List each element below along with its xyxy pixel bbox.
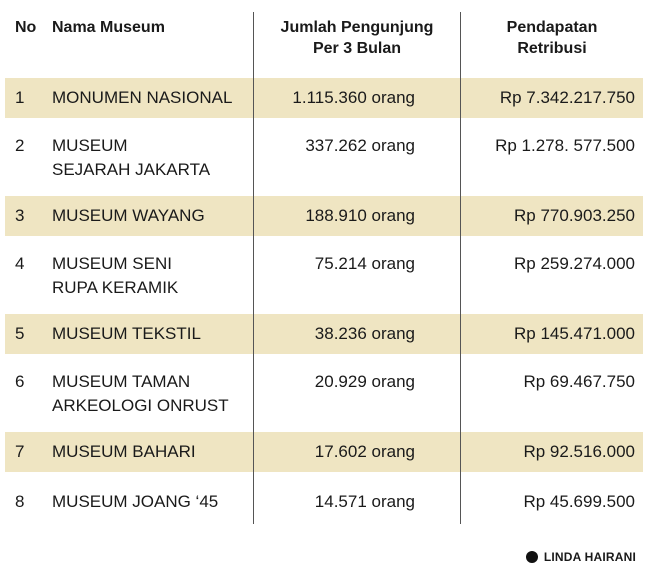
row-name-line1: MUSEUM BAHARI — [52, 442, 196, 461]
row-name — [52, 252, 252, 300]
row-no: 6 — [15, 372, 25, 391]
header-no: No — [15, 19, 37, 36]
column-divider — [460, 12, 461, 524]
table-header — [0, 0, 650, 76]
row-name — [52, 86, 252, 110]
row-name-line1: MUSEUM SENI — [52, 254, 172, 273]
header-name: Nama Museum — [52, 19, 165, 36]
row-name — [52, 440, 252, 464]
table-row — [5, 78, 643, 118]
row-no: 2 — [15, 136, 25, 155]
row-name-line1: MUSEUM JOANG ‘45 — [52, 492, 219, 511]
row-name — [52, 204, 252, 228]
row-revenue: Rp 145.471.000 — [514, 324, 635, 343]
row-no: 5 — [15, 324, 25, 343]
header-revenue-line1: Pendapatan — [506, 19, 598, 36]
table-row — [5, 196, 643, 236]
table-row — [5, 358, 643, 430]
row-name-line1: MONUMEN NASIONAL — [52, 88, 233, 107]
table-row — [5, 480, 643, 524]
row-name-line1: MUSEUM TAMAN — [52, 372, 191, 391]
table-row — [5, 314, 643, 354]
row-name — [52, 490, 252, 514]
row-no: 3 — [15, 206, 25, 225]
bullet-dot-icon — [526, 551, 538, 563]
row-revenue: Rp 259.274.000 — [514, 254, 635, 273]
row-revenue: Rp 7.342.217.750 — [499, 88, 635, 107]
header-visitors — [254, 17, 460, 59]
row-visitors: 1.115.360 orang — [292, 88, 415, 107]
row-revenue: Rp 92.516.000 — [523, 442, 635, 461]
table-row — [5, 432, 643, 472]
row-revenue: Rp 770.903.250 — [514, 206, 635, 225]
row-visitors: 38.236 orang — [314, 324, 415, 343]
row-visitors: 337.262 orang — [305, 136, 415, 155]
row-name-line2: RUPA KERAMIK — [52, 278, 179, 297]
header-visitors-line1: Jumlah Pengunjung — [280, 19, 434, 36]
table-row — [5, 240, 643, 312]
row-name — [52, 134, 252, 182]
row-visitors: 17.602 orang — [314, 442, 415, 461]
row-no: 1 — [15, 88, 25, 107]
row-name — [52, 322, 252, 346]
row-revenue: Rp 69.467.750 — [523, 372, 635, 391]
row-name-line2: ARKEOLOGI ONRUST — [52, 396, 229, 415]
column-divider — [253, 12, 254, 524]
row-name-line1: MUSEUM TEKSTIL — [52, 324, 201, 343]
row-visitors: 20.929 orang — [314, 372, 415, 391]
row-no: 7 — [15, 442, 25, 461]
header-revenue — [462, 17, 642, 59]
row-name-line2: SEJARAH JAKARTA — [52, 160, 211, 179]
header-visitors-line2: Per 3 Bulan — [312, 40, 402, 57]
row-revenue: Rp 1.278. 577.500 — [495, 136, 635, 155]
row-no: 4 — [15, 254, 25, 273]
row-visitors: 188.910 orang — [305, 206, 415, 225]
row-name-line1: MUSEUM WAYANG — [52, 206, 205, 225]
row-revenue: Rp 45.699.500 — [523, 492, 635, 511]
table-row — [5, 122, 643, 194]
row-name-line1: MUSEUM — [52, 136, 128, 155]
row-name — [52, 370, 252, 418]
header-revenue-line2: Retribusi — [517, 40, 587, 57]
byline-name: LINDA HAIRANI — [543, 550, 636, 564]
byline-credit — [526, 550, 636, 564]
row-visitors: 75.214 orang — [314, 254, 415, 273]
row-no: 8 — [15, 492, 25, 511]
row-visitors: 14.571 orang — [314, 492, 415, 511]
